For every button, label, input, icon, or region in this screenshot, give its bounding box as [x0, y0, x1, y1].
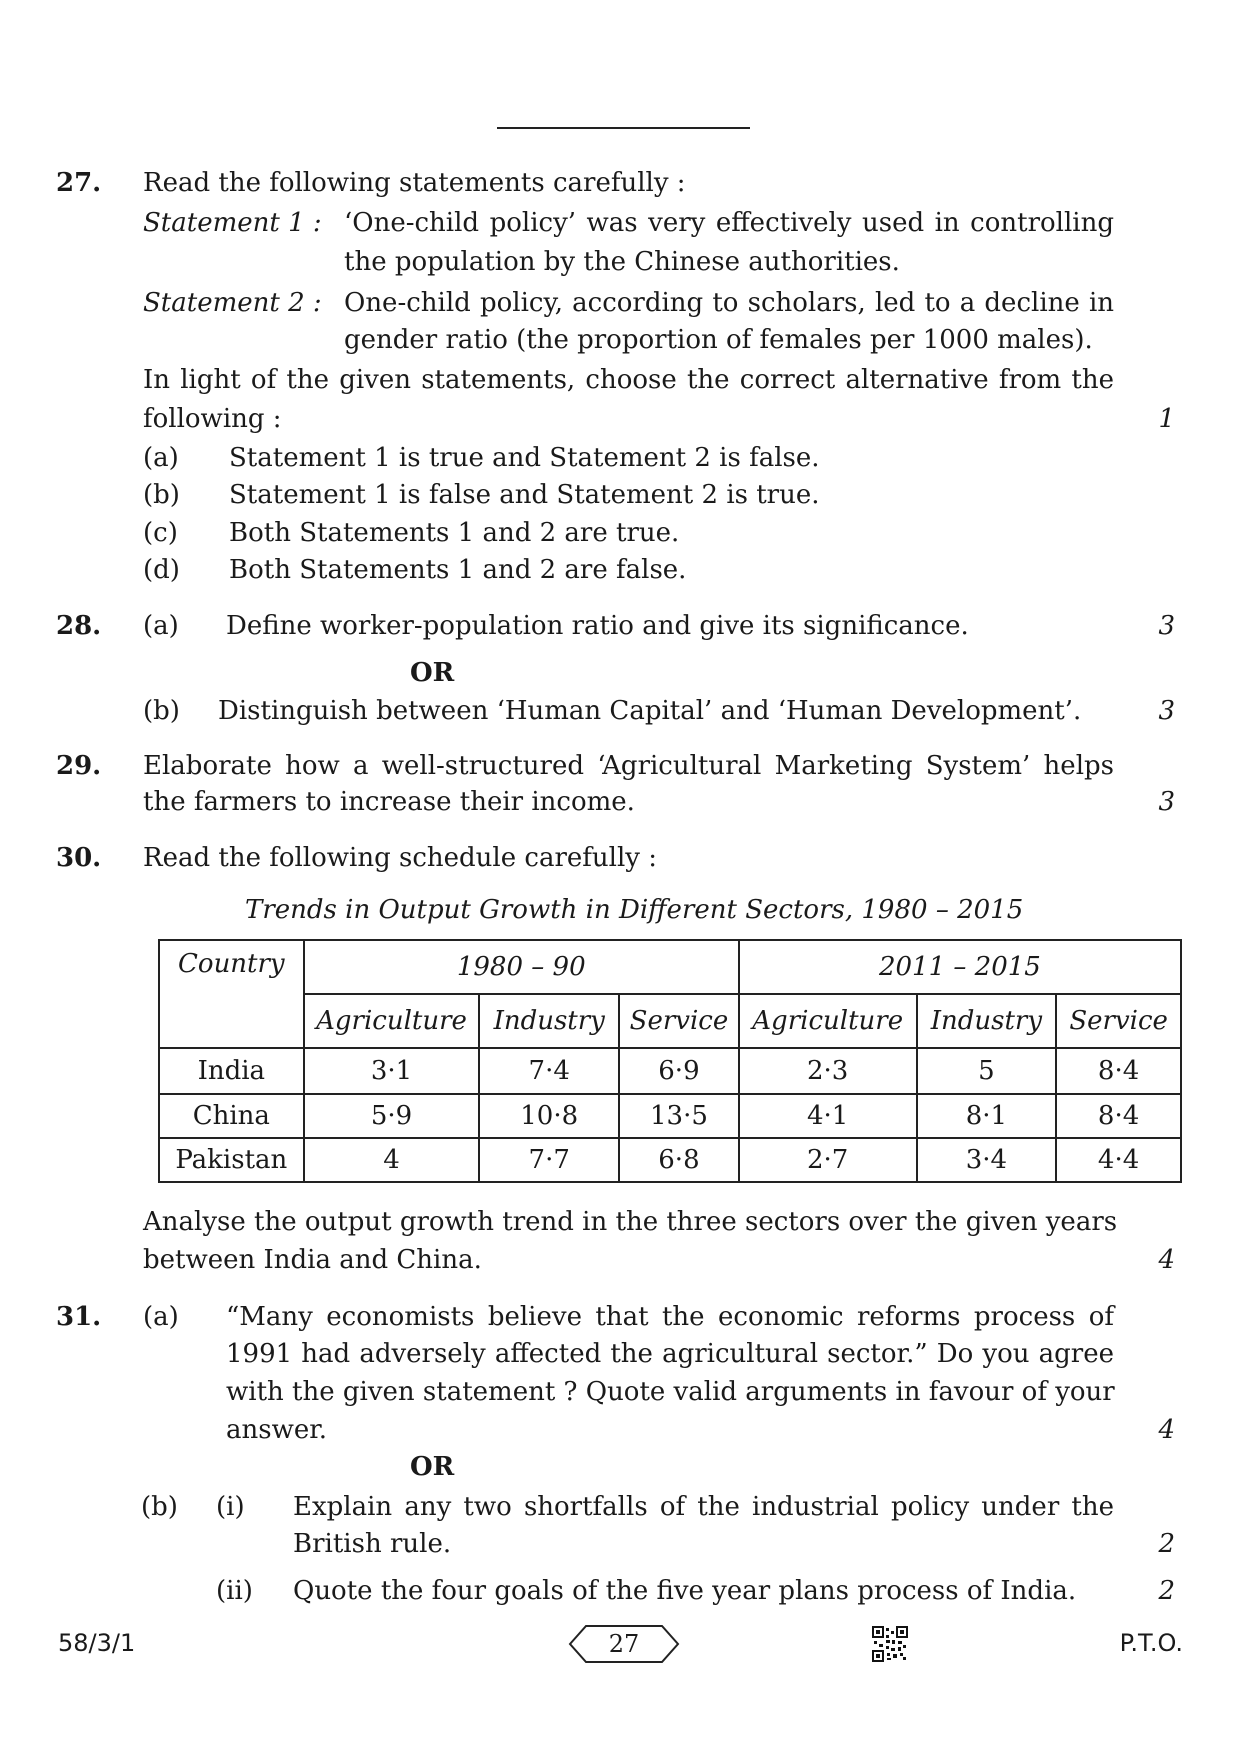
q31-a-line2: 1991 had adversely affected the agricultural sector.” Do you agree [226, 1339, 1114, 1369]
table-cell: 5·9 [304, 1094, 480, 1138]
q30-after-line1: Analyse the output growth trend in the three sectors over the given years [143, 1207, 1118, 1237]
q31-a-marks: 4 [1158, 1415, 1175, 1445]
table-cell: 2·7 [739, 1138, 917, 1182]
q28-b-label: (b) [143, 696, 180, 726]
q30-after-line2: between India and China. [143, 1245, 482, 1275]
q27-option-c-text: Both Statements 1 and 2 are true. [229, 518, 680, 548]
q31-bi-line1: Explain any two shortfalls of the industrial policy under the [293, 1492, 1114, 1522]
q28-a-marks: 3 [1158, 611, 1175, 641]
paper-code: 58/3/1 [58, 1629, 136, 1657]
table-cell: 4·1 [739, 1094, 917, 1138]
q27-statement2-line2: gender ratio (the proportion of females per 1000 males). [344, 325, 1093, 355]
q27-prompt-line2: following : [143, 404, 282, 434]
table-row [159, 1094, 1181, 1138]
q28-a-text: Define worker-population ratio and give its significance. [226, 611, 969, 641]
table-cell: 6·9 [619, 1048, 739, 1094]
header-sector: Agriculture [304, 994, 480, 1048]
q31-bi-line2: British rule. [293, 1529, 452, 1559]
header-sector: Agriculture [739, 994, 917, 1048]
table-cell: 4·4 [1056, 1138, 1181, 1182]
header-country: Country [159, 940, 304, 1048]
table-cell: 5 [917, 1048, 1057, 1094]
q29-line2: the farmers to increase their income. [143, 787, 635, 817]
pto-label: P.T.O. [1119, 1629, 1183, 1657]
q31-b-label: (b) [141, 1492, 178, 1522]
table-cell: 3·1 [304, 1048, 480, 1094]
q27-option-a-text: Statement 1 is true and Statement 2 is false. [229, 443, 820, 473]
q29-number: 29. [56, 751, 102, 781]
q27-marks: 1 [1158, 404, 1175, 434]
table-cell: 6·8 [619, 1138, 739, 1182]
q27-option-b-text: Statement 1 is false and Statement 2 is true. [229, 480, 820, 510]
header-period-1980-90: 1980 – 90 [304, 940, 739, 994]
q30-number: 30. [56, 843, 102, 873]
row-country: China [159, 1094, 304, 1138]
table-cell: 3·4 [917, 1138, 1057, 1182]
q27-statement2-line1: One-child policy, according to scholars, led to a decline in [344, 288, 1114, 318]
table-cell: 10·8 [479, 1094, 619, 1138]
table-cell: 8·1 [917, 1094, 1057, 1138]
output-growth-table [158, 939, 1182, 1183]
top-rule [497, 127, 750, 129]
table-cell: 8·4 [1056, 1048, 1181, 1094]
q31-bii-text: Quote the four goals of the five year plans process of India. [293, 1576, 1077, 1606]
q27-option-d-label: (d) [143, 555, 180, 585]
q31-a-line4: answer. [226, 1415, 328, 1445]
q31-bii-marks: 2 [1158, 1576, 1175, 1606]
q27-prompt-line1: In light of the given statements, choose the correct alternative from the [143, 365, 1114, 395]
q27-intro: Read the following statements carefully : [143, 168, 686, 198]
q27-statement1-line1: ‘One-child policy’ was very effectively used in controlling [344, 208, 1114, 238]
q31-number: 31. [56, 1302, 102, 1332]
header-sector: Industry [479, 994, 619, 1048]
row-country: India [159, 1048, 304, 1094]
table-cell: 2·3 [739, 1048, 917, 1094]
q29-line1: Elaborate how a well-structured ‘Agricultural Marketing System’ helps [143, 751, 1114, 781]
q27-option-c-label: (c) [143, 518, 178, 548]
q27-option-b-label: (b) [143, 480, 180, 510]
q28-b-text: Distinguish between ‘Human Capital’ and ‘Human Development’. [218, 696, 1082, 726]
header-sector: Service [1056, 994, 1181, 1048]
q28-or: OR [410, 658, 455, 688]
table-row [159, 1138, 1181, 1182]
q31-bii-label: (ii) [216, 1576, 253, 1606]
page-number-badge [568, 1623, 680, 1665]
table-cell: 7·4 [479, 1048, 619, 1094]
table-cell: 7·7 [479, 1138, 619, 1182]
q31-bi-marks: 2 [1158, 1529, 1175, 1559]
q27-statement1-line2: the population by the Chinese authorities. [344, 247, 900, 277]
q27-option-d-text: Both Statements 1 and 2 are false. [229, 555, 687, 585]
q30-table-title: Trends in Output Growth in Different Sectors, 1980 – 2015 [245, 895, 1024, 925]
header-sector: Industry [917, 994, 1057, 1048]
q27-statement2-label: Statement 2 : [143, 288, 322, 318]
table-cell: 4 [304, 1138, 480, 1182]
row-country: Pakistan [159, 1138, 304, 1182]
table-row [159, 1048, 1181, 1094]
q27-option-a-label: (a) [143, 443, 179, 473]
q31-a-line3: with the given statement ? Quote valid arguments in favour of your [226, 1377, 1115, 1407]
q31-a-label: (a) [143, 1302, 179, 1332]
q28-a-label: (a) [143, 611, 179, 641]
q28-number: 28. [56, 611, 102, 641]
q27-statement1-label: Statement 1 : [143, 208, 322, 238]
q30-intro: Read the following schedule carefully : [143, 843, 657, 873]
header-period-2011-2015: 2011 – 2015 [739, 940, 1181, 994]
page-number: 27 [608, 1630, 640, 1658]
q28-b-marks: 3 [1158, 696, 1175, 726]
table-cell: 8·4 [1056, 1094, 1181, 1138]
q31-bi-label: (i) [216, 1492, 245, 1522]
q31-a-line1: “Many economists believe that the economic reforms process of [226, 1302, 1114, 1332]
q27-number: 27. [56, 168, 102, 198]
table-cell: 13·5 [619, 1094, 739, 1138]
qr-code-icon [872, 1626, 908, 1662]
q29-marks: 3 [1158, 787, 1175, 817]
q30-marks: 4 [1158, 1245, 1175, 1275]
q31-or: OR [410, 1452, 455, 1482]
header-sector: Service [619, 994, 739, 1048]
